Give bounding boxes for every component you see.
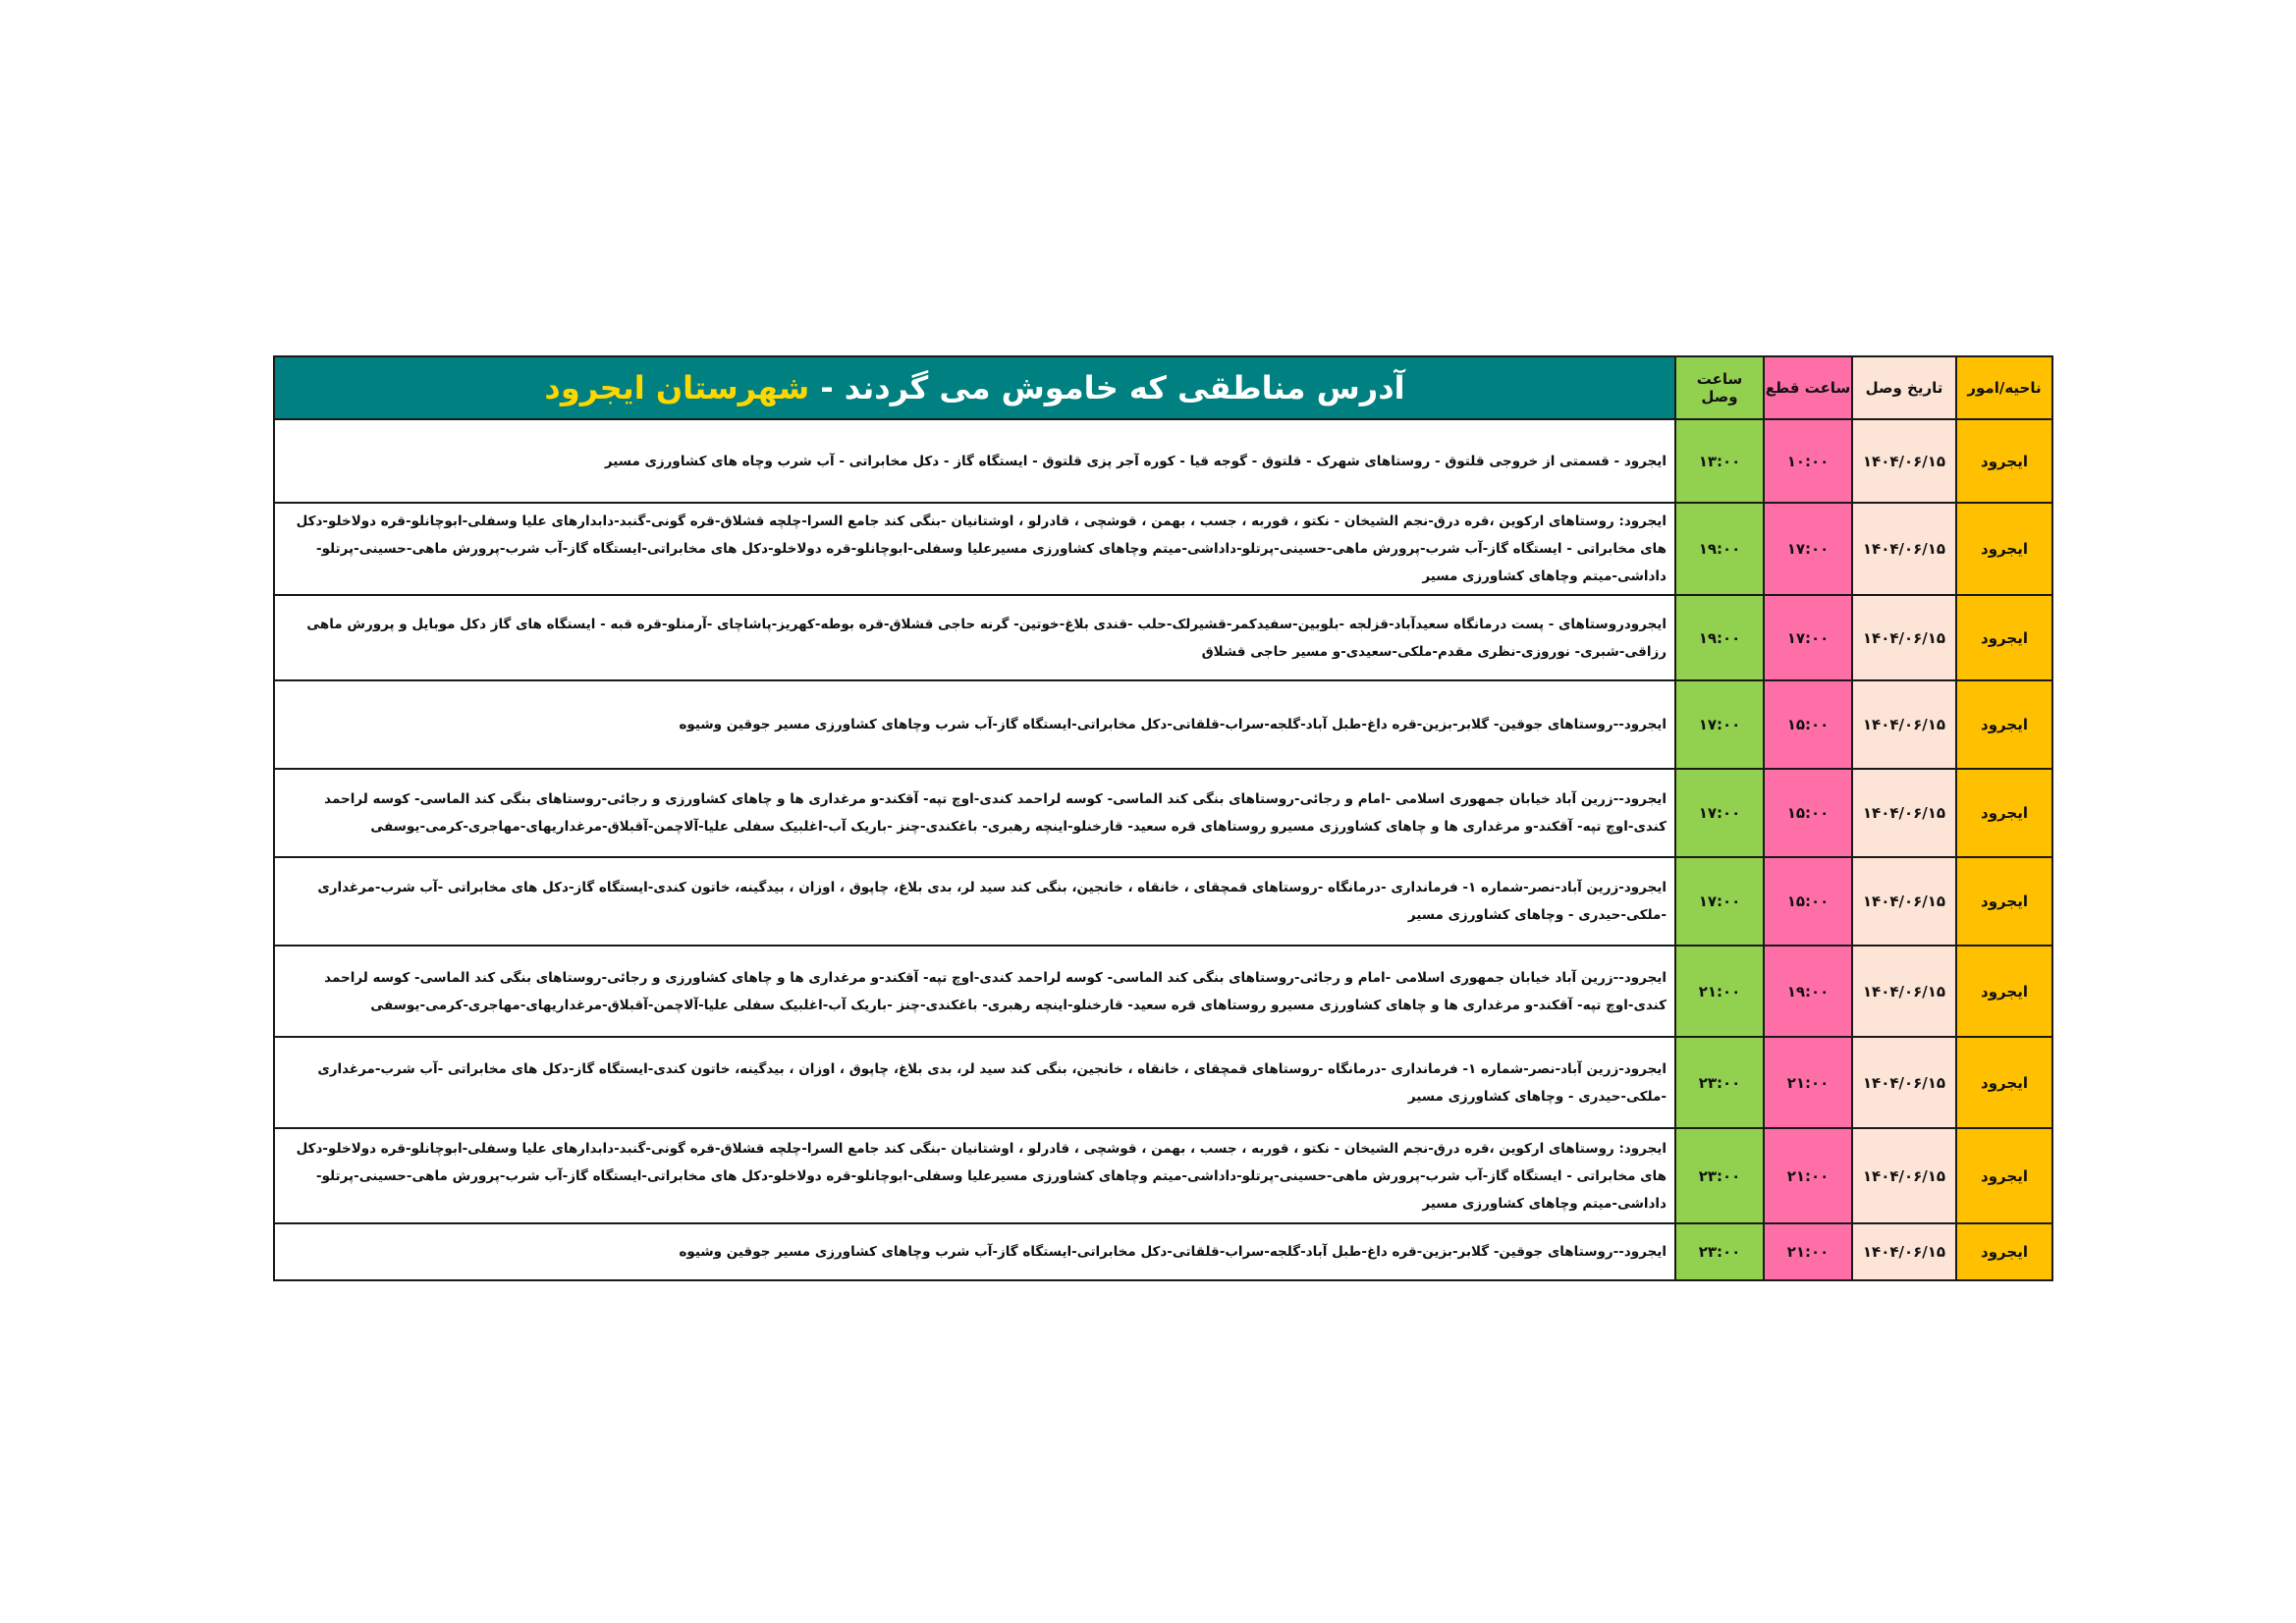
address-cell: ایجرودروستاهای - پست درمانگاه سعیدآباد-قزلجه -بلوبین-سفیدکمر-قشیرلک-حلب -قندی بلاغ-خوتین- گرنه حاجی قشلاق-قره بوطه-کهریز-پاشاچای -آرمنلو-قره قبه - ایستگاه های گاز دکل موبایل و پرورش ماهی رزاقی-شبری- نوروزی-نظری مقدم-ملکی-سعیدی-و مسیر حاجی قشلاق	[274, 595, 1675, 680]
address-cell: ایجرود--زرین آباد خیابان جمهوری اسلامی -امام و رجائی-روستاهای بنگی کند الماسی- کوسه لراحمد کندی-اوچ تپه- آقکند-و مرغداری ها و چاهای کشاورزی و رجائی-روستاهای بنگی کند الماسی- کوسه لراحمد کندی-اوچ تپه- آقکند-و مرغداری ها و چاهای کشاورزی مسیرو روستاهای قره سعید- قارخنلو-اینچه رهبری- باغکندی-چنز -باریک آب-اغلبیک سفلی علیا-آلاچمن-آقبلاق-مرغداریهای-مهاجری-کرمی-یوسفی	[274, 946, 1675, 1037]
table-row	[274, 1223, 2052, 1280]
district-cell: ایجرود	[1956, 857, 2052, 946]
connect-time-cell: ۱۹:۰۰	[1675, 595, 1764, 680]
table-title	[274, 356, 1675, 419]
district-cell: ایجرود	[1956, 1128, 2052, 1223]
table-row	[274, 1128, 2052, 1223]
cut-time-cell: ۱۰:۰۰	[1764, 419, 1852, 503]
district-cell: ایجرود	[1956, 1223, 2052, 1280]
table-row	[274, 769, 2052, 857]
connect-time-cell: ۱۷:۰۰	[1675, 857, 1764, 946]
district-cell: ایجرود	[1956, 769, 2052, 857]
cut-time-cell: ۱۷:۰۰	[1764, 595, 1852, 680]
cut-time-cell: ۱۹:۰۰	[1764, 946, 1852, 1037]
district-cell: ایجرود	[1956, 680, 2052, 769]
date-cell: ۱۴۰۴/۰۶/۱۵	[1852, 1037, 1956, 1128]
title-county: شهرستان ایجرود	[544, 369, 810, 406]
date-cell: ۱۴۰۴/۰۶/۱۵	[1852, 1128, 1956, 1223]
date-cell: ۱۴۰۴/۰۶/۱۵	[1852, 1223, 1956, 1280]
district-cell: ایجرود	[1956, 595, 2052, 680]
address-cell: ایجرود-زرین آباد-نصر-شماره ۱- فرمانداری -درمانگاه -روستاهای قمچقای ، خانقاه ، خانجین، بنگی کند سید لر، بدی بلاغ، چاپوق ، اوزان ، بیدگینه، خاتون کندی-ایستگاه گاز-دکل های مخابراتی -آب شرب-مرغداری -ملکی-حیدری - وچاهای کشاورزی مسیر	[274, 1037, 1675, 1128]
cut-time-cell: ۱۵:۰۰	[1764, 857, 1852, 946]
address-cell: ایجرود: روستاهای ارکوین ،قره درق-نجم الشیخان - نکتو ، قوربه ، جسب ، بهمن ، قوشچی ، قادرلو ، اوشتانیان -بنگی کند جامع السرا-چلچه قشلاق-قره گونی-گنبد-دابدارهای علیا وسفلی-ابوچانلو-قره دولاخلو-دکل های مخابراتی - ایستگاه گاز-آب شرب-پرورش ماهی-حسینی-پرتلو-داداشی-میتم وچاهای کشاورزی مسیرعلیا وسفلی-ابوچانلو-قره دولاخلو-دکل های مخابراتی-ایستگاه گاز-آب شرب-پرورش ماهی-حسینی-پرتلو-داداشی-میتم وچاهای کشاورزی مسیر	[274, 1128, 1675, 1223]
date-cell: ۱۴۰۴/۰۶/۱۵	[1852, 503, 1956, 595]
cut-time-cell: ۲۱:۰۰	[1764, 1128, 1852, 1223]
cut-time-cell: ۲۱:۰۰	[1764, 1037, 1852, 1128]
outage-schedule-table	[273, 355, 2053, 1281]
address-cell: ایجرود-زرین آباد-نصر-شماره ۱- فرمانداری -درمانگاه -روستاهای قمچقای ، خانقاه ، خانجین، بنگی کند سید لر، بدی بلاغ، چاپوق ، اوزان ، بیدگینه، خاتون کندی-ایستگاه گاز-دکل های مخابراتی -آب شرب-مرغداری -ملکی-حیدری - وچاهای کشاورزی مسیر	[274, 857, 1675, 946]
table-row	[274, 419, 2052, 503]
connect-time-cell: ۱۷:۰۰	[1675, 680, 1764, 769]
connect-time-cell: ۲۳:۰۰	[1675, 1223, 1764, 1280]
cut-time-cell: ۱۵:۰۰	[1764, 680, 1852, 769]
table-row	[274, 946, 2052, 1037]
address-cell: ایجرود--روستاهای جوقین- گلابر-بزین-قره داغ-طبل آباد-گلجه-سراب-قلقاتی-دکل مخابراتی-ایستگاه گاز-آب شرب وچاهای کشاورزی مسیر جوقین وشیوه	[274, 1223, 1675, 1280]
district-cell: ایجرود	[1956, 503, 2052, 595]
date-cell: ۱۴۰۴/۰۶/۱۵	[1852, 857, 1956, 946]
connect-time-header: ساعت وصل	[1675, 356, 1764, 419]
district-cell: ایجرود	[1956, 419, 2052, 503]
table-row	[274, 857, 2052, 946]
address-cell: ایجرود - قسمتی از خروجی قلتوق - روستاهای شهرک - قلتوق - گوجه قیا - کوره آجر پزی قلتوق - ایستگاه گاز - دکل مخابراتی - آب شرب وچاه های کشاورزی مسیر	[274, 419, 1675, 503]
table-row	[274, 595, 2052, 680]
date-cell: ۱۴۰۴/۰۶/۱۵	[1852, 769, 1956, 857]
connect-time-cell: ۲۳:۰۰	[1675, 1037, 1764, 1128]
district-cell: ایجرود	[1956, 1037, 2052, 1128]
table-row	[274, 680, 2052, 769]
connect-time-cell: ۱۷:۰۰	[1675, 769, 1764, 857]
date-cell: ۱۴۰۴/۰۶/۱۵	[1852, 680, 1956, 769]
address-cell: ایجرود--زرین آباد خیابان جمهوری اسلامی -امام و رجائی-روستاهای بنگی کند الماسی- کوسه لراحمد کندی-اوچ تپه- آقکند-و مرغداری ها و چاهای کشاورزی و رجائی-روستاهای بنگی کند الماسی- کوسه لراحمد کندی-اوچ تپه- آقکند-و مرغداری ها و چاهای کشاورزی مسیرو روستاهای قره سعید- قارخنلو-اینچه رهبری- باغکندی-چنز -باریک آب-اغلبیک سفلی علیا-آلاچمن-آقبلاق-مرغداریهای-مهاجری-کرمی-یوسفی	[274, 769, 1675, 857]
header-row	[274, 356, 2052, 419]
address-cell: ایجرود: روستاهای ارکوین ،قره درق-نجم الشیخان - نکتو ، قوربه ، جسب ، بهمن ، قوشچی ، قادرلو ، اوشتانیان -بنگی کند جامع السرا-چلچه قشلاق-قره گونی-گنبد-دابدارهای علیا وسفلی-ابوچانلو-قره دولاخلو-دکل های مخابراتی - ایستگاه گاز-آب شرب-پرورش ماهی-حسینی-پرتلو-داداشی-میتم وچاهای کشاورزی مسیرعلیا وسفلی-ابوچانلو-قره دولاخلو-دکل های مخابراتی-ایستگاه گاز-آب شرب-پرورش ماهی-حسینی-پرتلو-داداشی-میتم وچاهای کشاورزی مسیر	[274, 503, 1675, 595]
connect-time-cell: ۲۳:۰۰	[1675, 1128, 1764, 1223]
cut-time-header: ساعت قطع	[1764, 356, 1852, 419]
table-row	[274, 1037, 2052, 1128]
cut-time-cell: ۲۱:۰۰	[1764, 1223, 1852, 1280]
district-cell: ایجرود	[1956, 946, 2052, 1037]
date-header: تاریخ وصل	[1852, 356, 1956, 419]
district-header: ناحیه/امور	[1956, 356, 2052, 419]
connect-time-cell: ۱۹:۰۰	[1675, 503, 1764, 595]
table-row	[274, 503, 2052, 595]
date-cell: ۱۴۰۴/۰۶/۱۵	[1852, 595, 1956, 680]
connect-time-cell: ۱۳:۰۰	[1675, 419, 1764, 503]
title-main: آدرس مناطقی که خاموش می گردند -	[809, 369, 1405, 406]
address-cell: ایجرود--روستاهای جوقین- گلابر-بزین-قره داغ-طبل آباد-گلجه-سراب-قلقاتی-دکل مخابراتی-ایستگاه گاز-آب شرب وچاهای کشاورزی مسیر جوقین وشیوه	[274, 680, 1675, 769]
cut-time-cell: ۱۷:۰۰	[1764, 503, 1852, 595]
cut-time-cell: ۱۵:۰۰	[1764, 769, 1852, 857]
date-cell: ۱۴۰۴/۰۶/۱۵	[1852, 419, 1956, 503]
connect-time-cell: ۲۱:۰۰	[1675, 946, 1764, 1037]
date-cell: ۱۴۰۴/۰۶/۱۵	[1852, 946, 1956, 1037]
